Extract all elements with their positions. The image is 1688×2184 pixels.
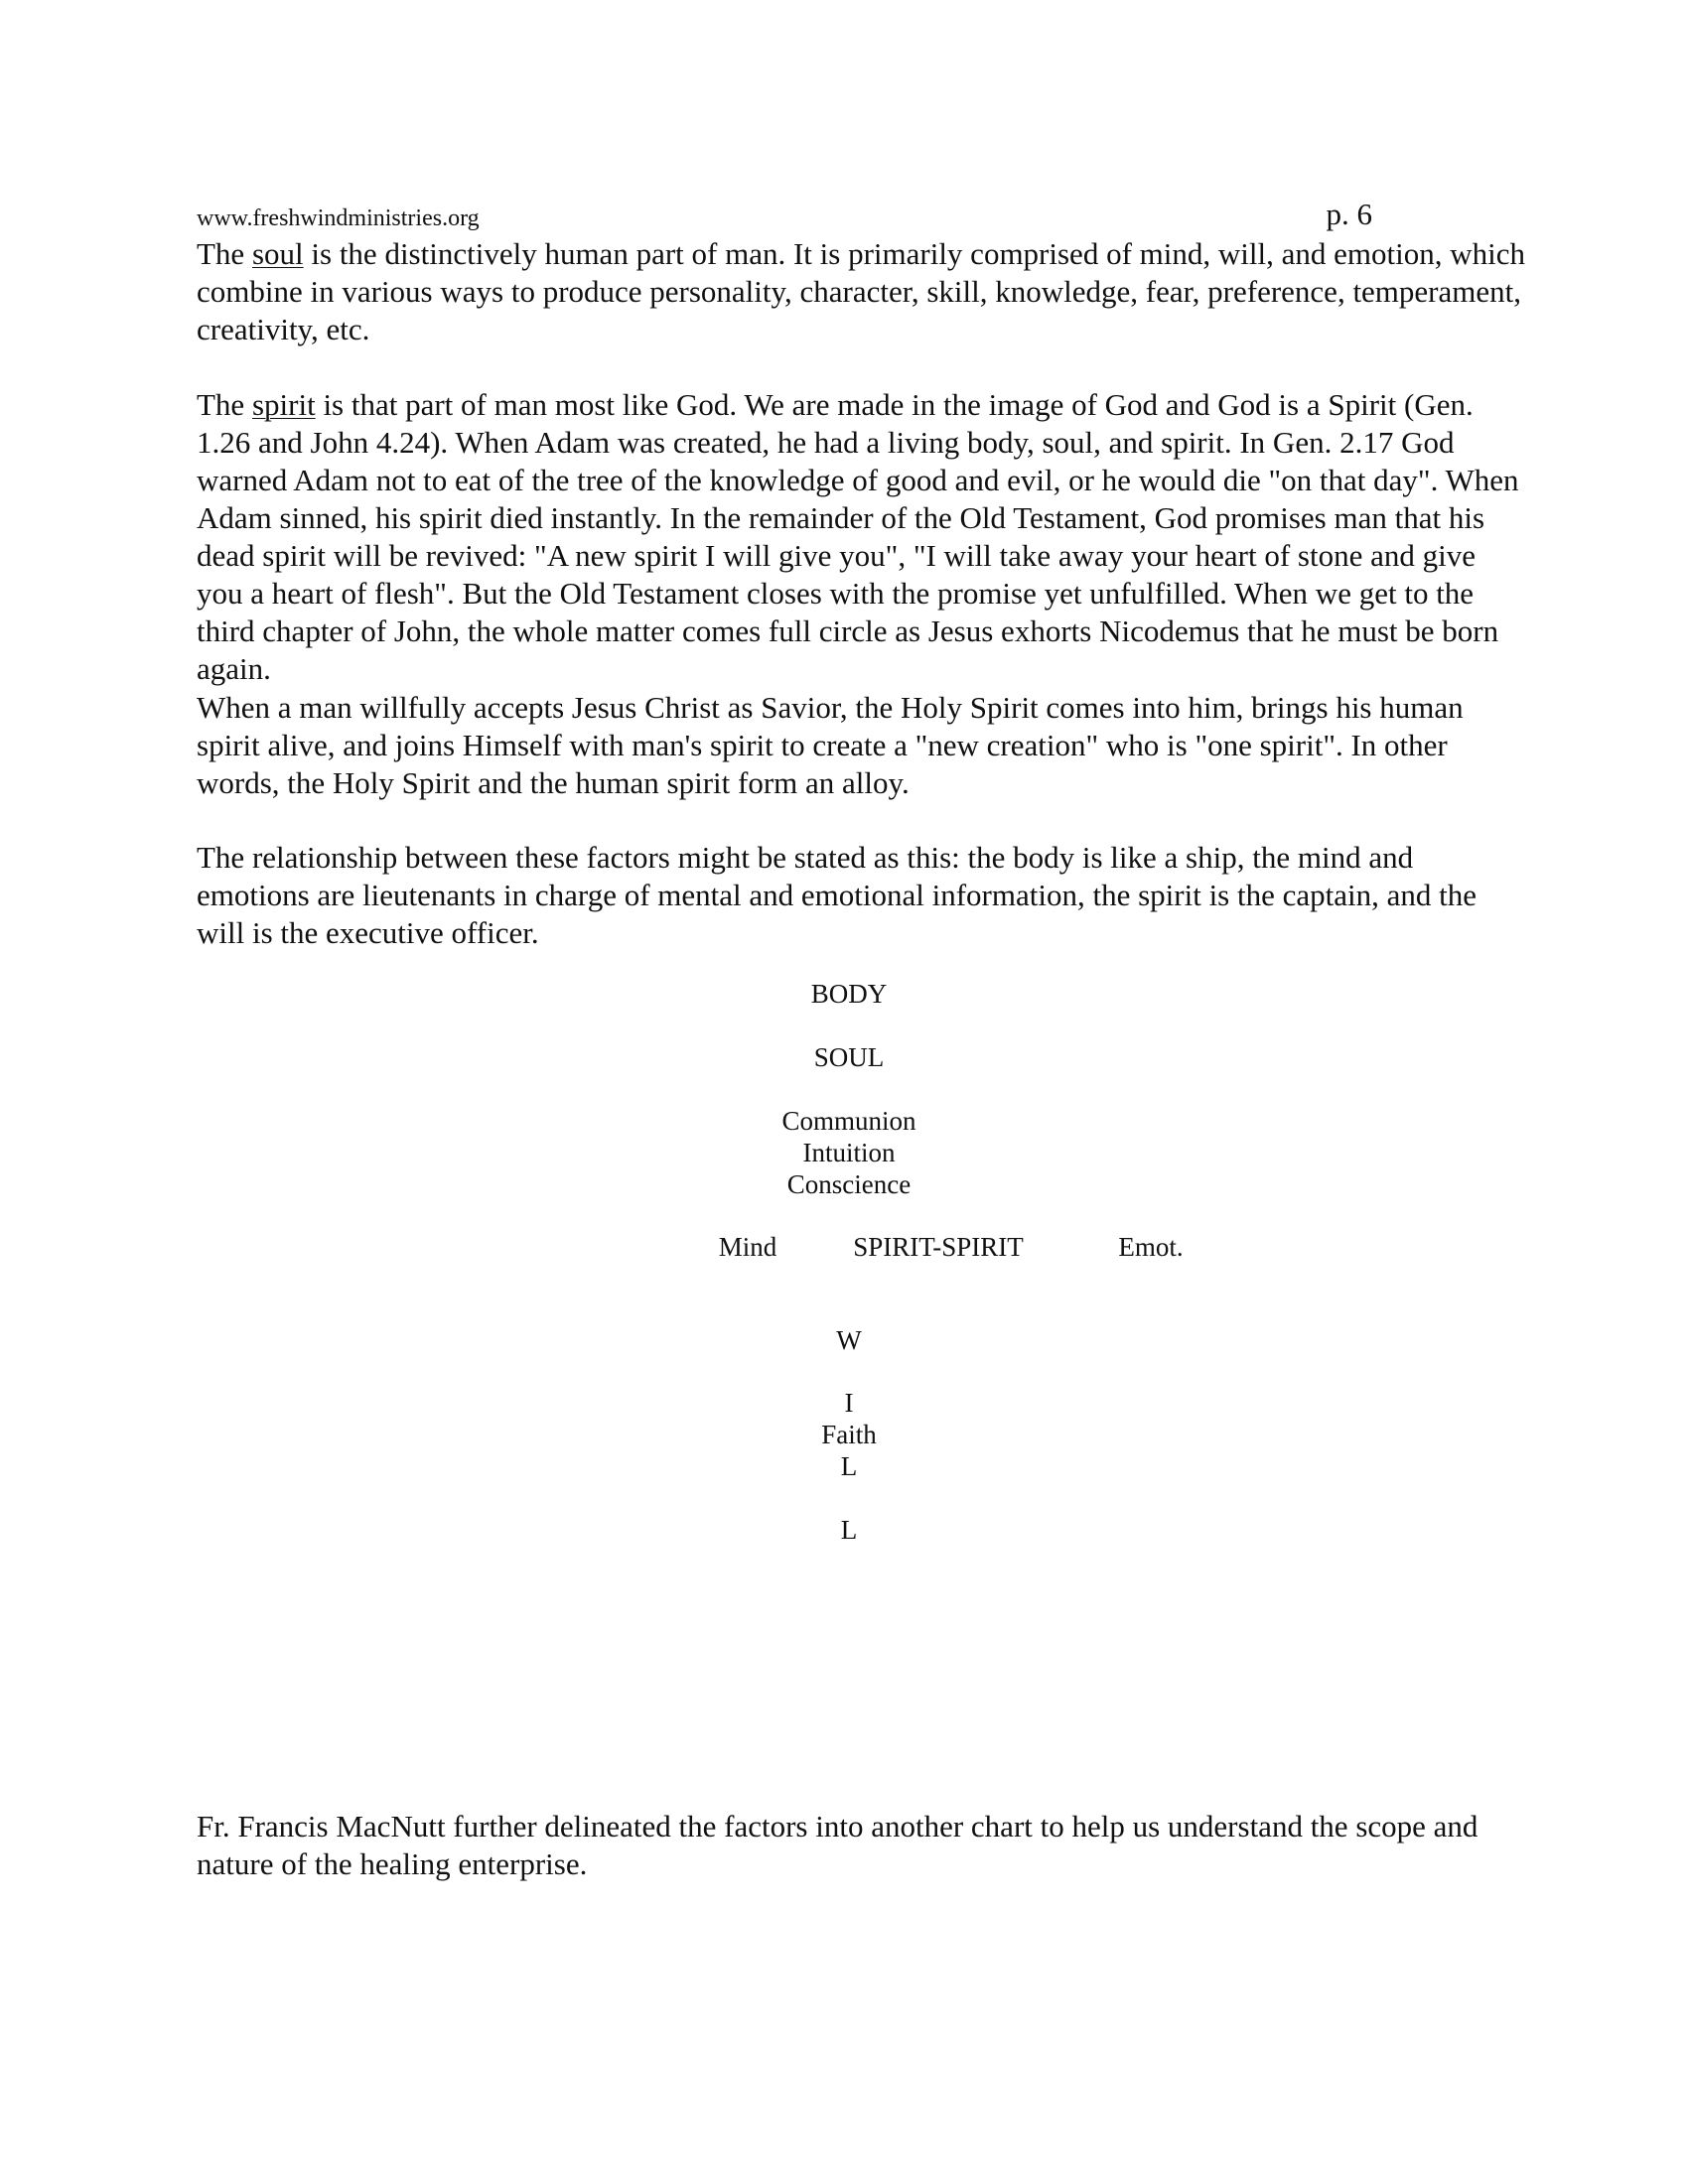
spirit-body: is that part of man most like God. We are made in the image of God and God is a Spirit (Gen. 1.26 and John 4.24). When Adam was created, he had a living body, soul, and spirit. In Gen. 2.17 God warned Adam not to eat of the tree of the knowledge of good and evil, or he would die "on that day". When Adam sinned, his spirit died instantly. In the remainder of the Old Testament, God promises man that his dead spirit will be revived: "A new spirit I will give you", "I will take away your heart of stone and give you a heart of flesh". But the Old Testament closes with the promise yet unfulfilled. When we get to the third chapter of John, the whole matter comes full circle as Jesus exhorts Nicodemus that he must be born again.: [197, 387, 1519, 686]
soul-body: is the distinctively human part of man. It is primarily comprised of mind, will, and emotion, which combine in various ways to produce personality, character, skill, knowledge, fear, preference, temperament, creativity, etc.: [197, 236, 1525, 346]
spirit-lead: The: [197, 387, 252, 422]
relationship-text: The relationship between these factors might be stated as this: the body is like a ship, the mind and emotions are lieutenants in charge of mental and emotional information, the spirit is the captain, and the will is the executive officer.: [197, 840, 1477, 950]
diagram-faith-label: Faith: [821, 1420, 877, 1449]
diagram-spirit-spirit-label: SPIRIT-SPIRIT: [853, 1232, 1024, 1262]
page-number: p. 6: [1326, 197, 1372, 231]
diagram-emot-label: Emot.: [1118, 1232, 1184, 1262]
diagram-communion-label: Communion: [781, 1106, 916, 1136]
diagram-soul-label: SOUL: [813, 1042, 885, 1072]
diagram-will-l1-label: L: [840, 1451, 858, 1481]
diagram-will-l2-label: L: [840, 1515, 858, 1545]
paragraph-savior: [197, 689, 1527, 802]
diagram-will-w-label: W: [836, 1325, 862, 1355]
soul-term: soul: [251, 236, 304, 271]
diagram-mind-label: Mind: [718, 1232, 777, 1262]
diagram-intuition-label: Intuition: [802, 1138, 896, 1167]
soul-lead: The: [197, 236, 252, 271]
site-url: www.freshwindministries.org: [197, 205, 480, 231]
savior-text: When a man willfully accepts Jesus Christ as Savior, the Holy Spirit comes into him, brings his human spirit alive, and joins Himself with man's spirit to create a "new creation" who is "one spirit". In other words, the Holy Spirit and the human spirit form an alloy.: [197, 690, 1464, 800]
paragraph-spirit: [197, 386, 1527, 688]
paragraph-macnutt: [197, 1808, 1527, 1883]
spirit-term: spirit: [251, 387, 316, 422]
diagram-will-i-label: I: [844, 1388, 854, 1418]
paragraph-relationship: [197, 839, 1527, 952]
page-header: [197, 197, 1372, 236]
paragraph-soul: [197, 235, 1527, 348]
diagram-body-label: BODY: [810, 979, 888, 1009]
diagram-conscience-label: Conscience: [786, 1169, 912, 1199]
macnutt-text: Fr. Francis MacNutt further delineated the factors into another chart to help us understand the scope and nature of the healing enterprise.: [197, 1809, 1478, 1881]
